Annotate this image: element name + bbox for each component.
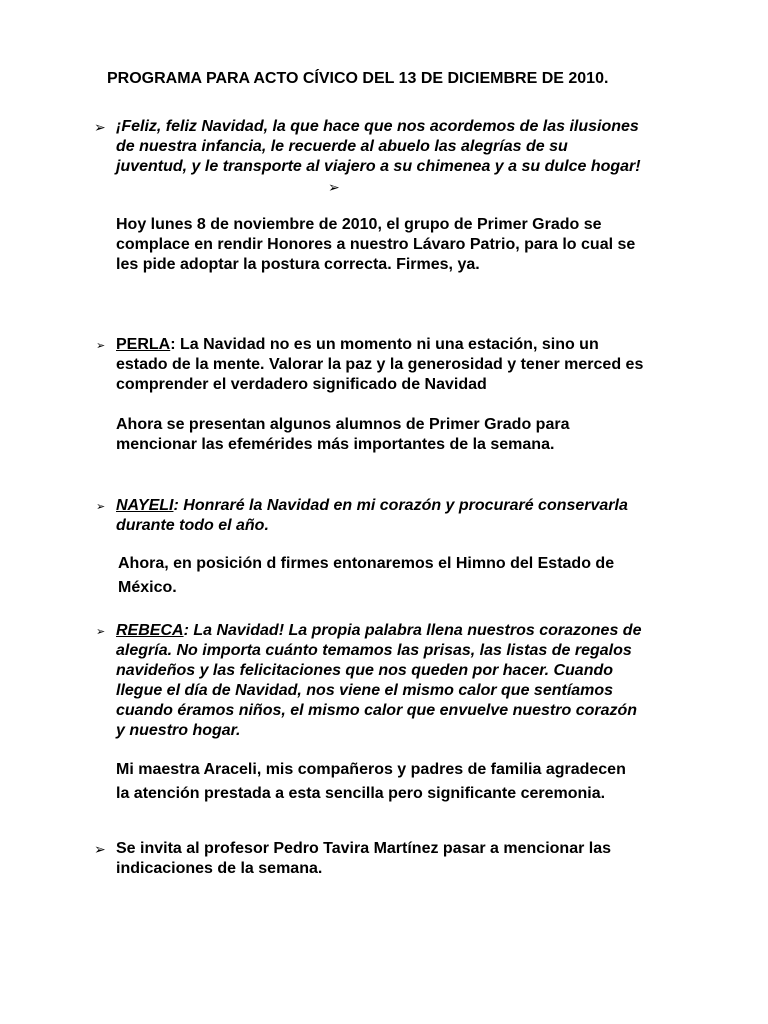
text-line: Ahora, en posición d firmes entonaremos el Himno del Estado de [118,555,615,572]
text-line: mencionar las efemérides más importantes de la semana. [116,436,555,453]
text-line: estado de la mente. Valorar la paz y la generosidad y tener merced es [116,356,644,373]
text-line: México. [118,579,177,596]
bullet-arrow-icon: ➢ [96,340,106,352]
page-title: PROGRAMA PARA ACTO CÍVICO DEL 13 DE DICIEMBRE DE 2010. [107,70,609,87]
text-line: navideños y las felicitaciones que nos queden por hacer. Cuando [116,662,614,679]
text-line: : La Navidad no es un momento ni una estación, sino un [170,336,599,353]
speaker-name: PERLA [116,336,171,353]
text-line: cuando éramos niños, el mismo calor que envuelve nuestro corazón [116,702,638,719]
bullet-arrow-icon: ➢ [96,626,106,638]
text-line: y nuestro hogar. [116,722,241,739]
text-line: Mi maestra Araceli, mis compañeros y padres de familia agradecen [116,761,626,778]
text-line: de nuestra infancia, le recuerde al abuelo las alegrías de su [116,138,568,155]
text-line: ¡Feliz, feliz Navidad, la que hace que nos acordemos de las ilusiones [116,118,639,135]
speaker-name: NAYELI [116,497,174,514]
bullet-arrow-icon: ➢ [96,501,106,513]
thanks-paragraph [116,758,716,806]
text-line: : La Navidad! La propia palabra llena nuestros corazones de [183,622,642,639]
text-line: juventud, y le transporte al viajero a su chimenea y a su dulce hogar! [116,158,641,175]
text-line: Hoy lunes 8 de noviembre de 2010, el grupo de Primer Grado se [116,216,602,233]
text-line: Ahora se presentan algunos alumnos de Primer Grado para [116,416,570,433]
himno-paragraph [118,552,718,600]
opening-paragraph [116,215,716,275]
text-line: : Honraré la Navidad en mi corazón y procuraré conservarla [173,497,628,514]
text-line: llegue el día de Navidad, nos viene el mismo calor que sentíamos [116,682,614,699]
rebeca-quote [116,621,716,741]
text-line: la atención prestada a esta sencilla pero significante ceremonia. [116,785,606,802]
nayeli-quote [116,496,716,536]
text-line: alegría. No importa cuánto temamos las prisas, las listas de regalos [116,642,632,659]
invitation-paragraph [116,839,716,879]
text-line: complace en rendir Honores a nuestro Lávaro Patrio, para lo cual se [116,236,636,253]
text-line: les pide adoptar la postura correcta. Firmes, ya. [116,256,480,273]
bullet-arrow-icon: ➢ [328,179,340,195]
bullet-arrow-icon: ➢ [94,841,106,857]
text-line: durante todo el año. [116,517,269,534]
speaker-name: REBECA [116,622,184,639]
text-line: Se invita al profesor Pedro Tavira Martínez pasar a mencionar las [116,840,611,857]
text-line: indicaciones de la semana. [116,860,323,877]
christmas-greeting [116,117,716,177]
perla-quote [116,335,716,395]
text-line: comprender el verdadero significado de Navidad [116,376,487,393]
efemerides-paragraph [116,415,716,455]
bullet-arrow-icon: ➢ [94,119,106,135]
